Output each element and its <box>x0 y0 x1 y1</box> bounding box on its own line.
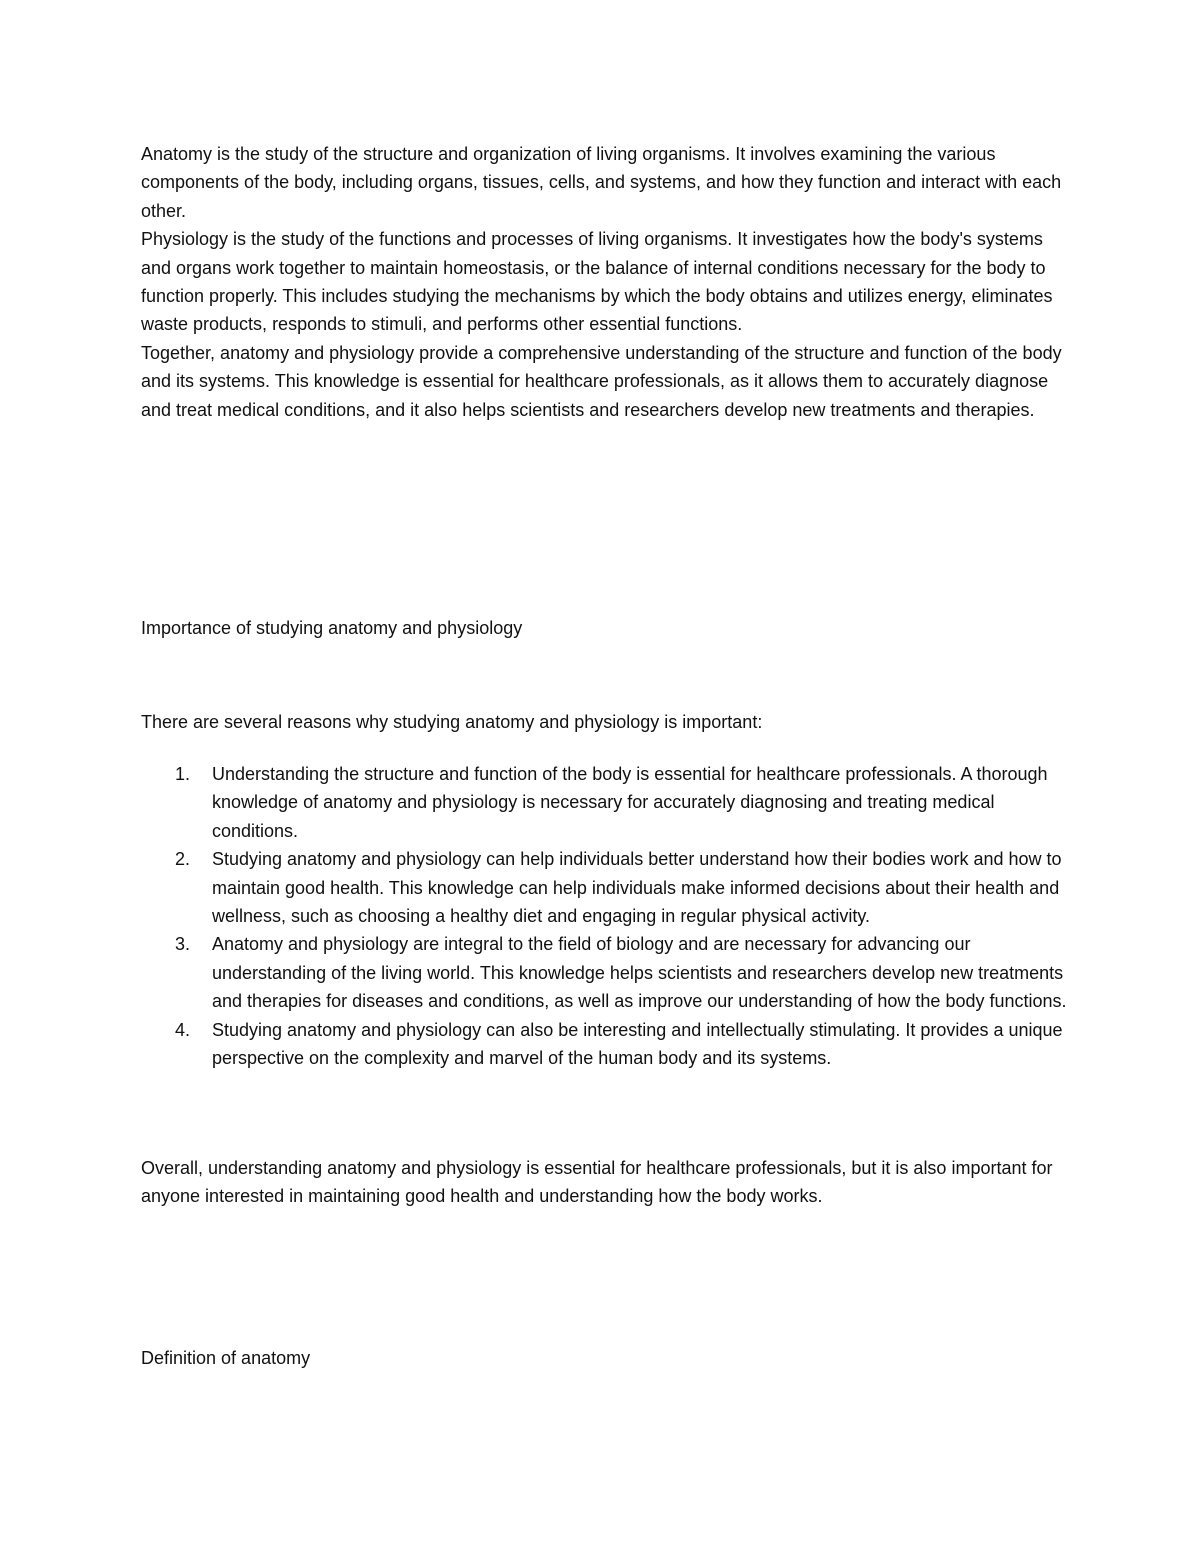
list-item <box>141 845 1071 930</box>
definition-heading: Definition of anatomy <box>141 1348 311 1368</box>
intro-section <box>141 140 1071 424</box>
list-text: Studying anatomy and physiology can help individuals better understand how their bodies work and how to maintain good health. This knowledge can help individuals make informed decisions about their health and wellness, such as choosing a healthy diet and engaging in regular physical activity. <box>212 849 1062 927</box>
list-item <box>141 930 1071 1015</box>
reasons-lead: There are several reasons why studying anatomy and physiology is important: <box>141 712 763 732</box>
list-number: 4. <box>175 1019 191 1040</box>
reasons-list <box>141 760 1071 1072</box>
list-text: Studying anatomy and physiology can also be interesting and intellectually stimulating. It provides a unique perspective on the complexity and marvel of the human body and its systems. <box>212 1019 1063 1069</box>
list-number: 3. <box>175 934 191 955</box>
list-number: 1. <box>175 764 191 784</box>
list-item <box>141 1016 1071 1073</box>
together-paragraph: Together, anatomy and physiology provide a comprehensive understanding of the structure and function of the body and its systems. This knowledge is essential for healthcare professionals, as it allows them to accurately diagnose and treat medical conditions, and it also helps scientists and researchers develop new treatments and therapies. <box>141 342 1062 420</box>
list-item <box>141 760 1071 845</box>
physiology-paragraph: Physiology is the study of the functions and processes of living organisms. It investigates how the body's systems and organs work together to maintain homeostasis, or the balance of internal conditions necessary for the body to function properly. This includes studying the mechanisms by which the body obtains and utilizes energy, eliminates waste products, responds to stimuli, and performs other essential functions. <box>141 229 1053 335</box>
importance-heading: Importance of studying anatomy and physiology <box>141 618 523 638</box>
anatomy-paragraph: Anatomy is the study of the structure and organization of living organisms. It involves examining the various components of the body, including organs, tissues, cells, and systems, and how they function and interact with each other. <box>141 144 1062 221</box>
list-text: Anatomy and physiology are integral to the field of biology and are necessary for advancing our understanding of the living world. This knowledge helps scientists and researchers develop new treatments and therapies for diseases and conditions, as well as improve our understanding of how the body functions. <box>212 934 1067 1012</box>
list-text: Understanding the structure and function of the body is essential for healthcare professionals. A thorough knowledge of anatomy and physiology is necessary for accurately diagnosing and treating medical conditions. <box>212 764 1048 841</box>
list-number: 2. <box>175 849 191 870</box>
overall-paragraph: Overall, understanding anatomy and physiology is essential for healthcare professionals, but it is also important for anyone interested in maintaining good health and understanding how the body works. <box>141 1158 1053 1207</box>
